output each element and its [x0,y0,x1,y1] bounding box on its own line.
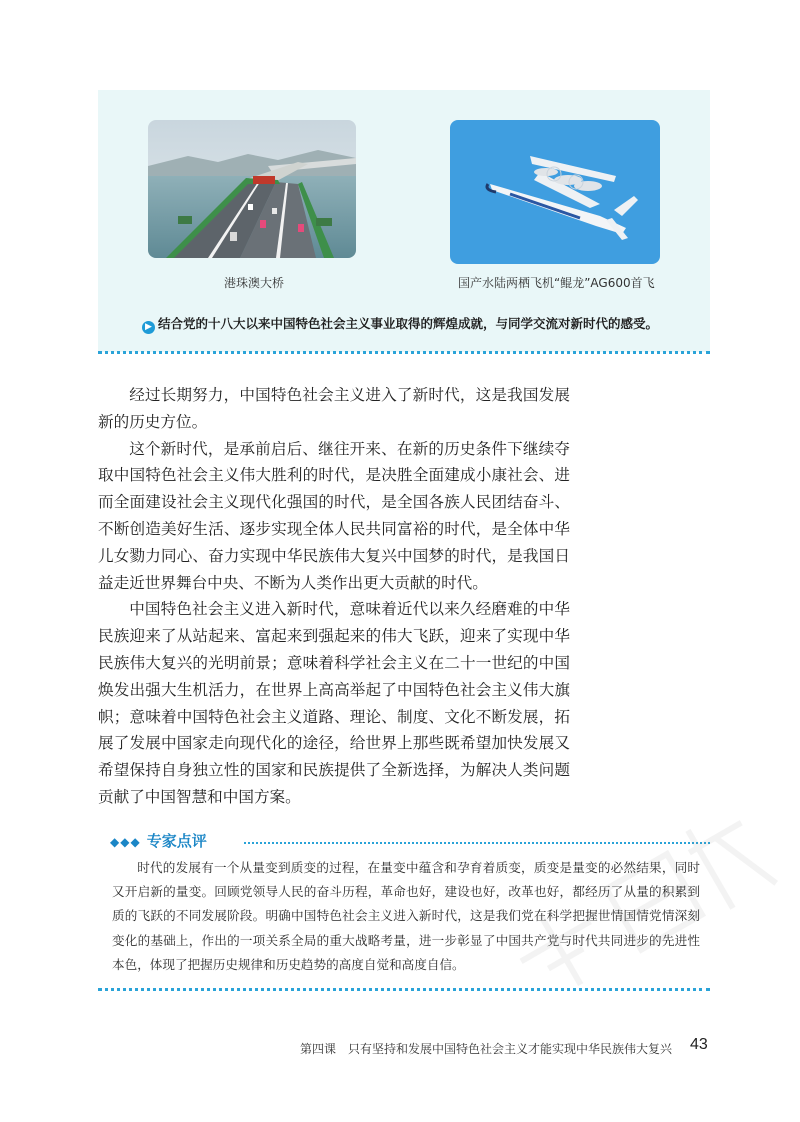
page-number: 43 [690,1036,708,1053]
paragraph-2: 这个新时代，是承前启后、继往开来、在新的历史条件下继续夺取中国特色社会主义伟大胜利的时代，是决胜全面建成小康社会、进而全面建设社会主义现代化强国的时代，是全国各族人民团结奋斗、不断创造美好生活、逐步实现全体人民共同富裕的时代，是全体中华儿女勠力同心、奋力实现中华民族伟大复兴中国梦的时代，是我国日益走近世界舞台中央、不断为人类作出更大贡献的时代。 [98,439,570,592]
aircraft-photo [450,120,660,264]
paragraph-3: 中国特色社会主义进入新时代，意味着近代以来久经磨难的中华民族迎来了从站起来、富起来到强起来的伟大飞跃，迎来了实现中华民族伟大复兴的光明前景；意味着科学社会主义在二十一世纪的中国焕发出强大生机活力，在世界上高高举起了中国特色社会主义伟大旗帜；意味着中国特色社会主义道路、理论、制度、文化不断发展，拓展了发展中国家走向现代化的途径，给世界上那些既希望加快发展又希望保持自身独立性的国家和民族提供了全新选择，为解决人类问题贡献了中国智慧和中国方案。 [98,600,570,806]
activity-prompt [142,314,658,334]
expert-title: 专家点评 [146,832,207,850]
diamond-icons: ◆◆◆ [110,835,141,849]
page-footer: 第四课 只有坚持和发展中国特色社会主义才能实现中华民族伟大复兴 [300,1042,673,1056]
box-divider [98,351,710,354]
photo-caption-aircraft: 国产水陆两栖飞机“鲲龙”AG600首飞 [458,276,655,290]
expert-header [110,830,207,851]
paragraph-1: 经过长期努力，中国特色社会主义进入了新时代，这是我国发展新的历史方位。 [98,386,570,431]
activity-text: 结合党的十八大以来中国特色社会主义事业取得的辉煌成就，与同学交流对新时代的感受。 [158,316,659,331]
bridge-photo [148,120,356,258]
main-text [98,382,570,811]
photo-caption-bridge: 港珠澳大桥 [224,276,285,290]
expert-paragraph: 时代的发展有一个从量变到质变的过程，在量变中蕴含和孕育着质变，质变是量变的必然结果，同时又开启新的量变。回顾党领导人民的奋斗历程，革命也好，建设也好，改革也好，都经历了从量的积累到质的飞跃的不同发展阶段。明确中国特色社会主义进入新时代，这是我们党在科学把握世情国情党情深刻变化的基础上，作出的一项关系全局的重大战略考量，进一步彰显了中国共产党与时代共同进步的先进性本色，体现了把握历史规律和历史趋势的高度自觉和高度自信。 [112,860,700,972]
arrow-icon: ▶ [142,321,155,334]
watermark-stamp [470,780,790,1040]
